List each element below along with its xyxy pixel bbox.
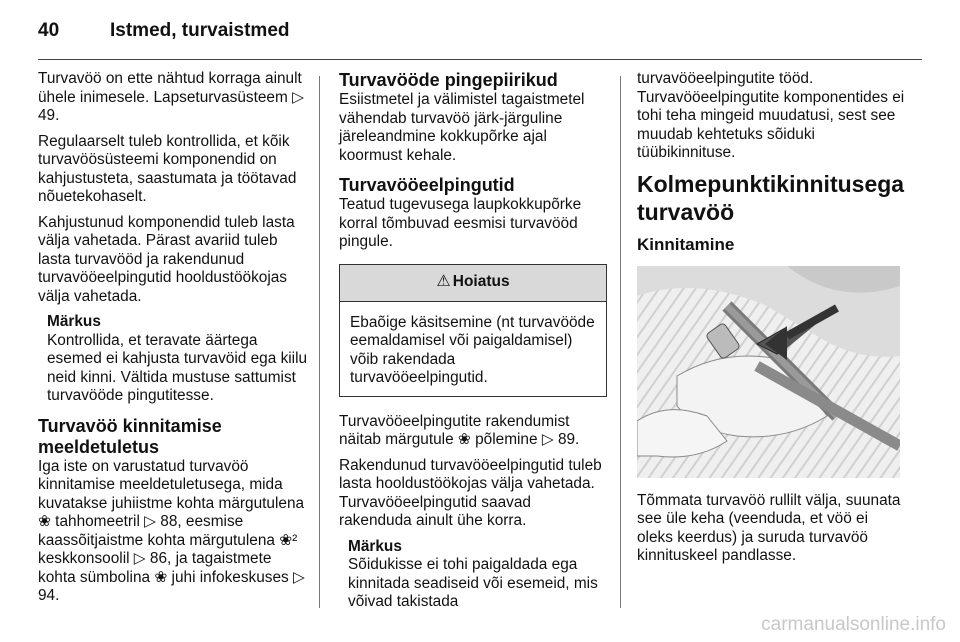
paragraph-fastening: Tõmmata turvavöö rullilt välja, suunata see üle keha (veenduda, et vöö ei oleks keerdus) ja suruda turvavöö kinnituskeel pandlasse. xyxy=(637,491,901,564)
paragraph-load-limiters: Esiistmetel ja välimistel tagaistmetel vähendab turvavöö järk-järguline järeleandmine kokkupõrke ajal koormust kehale. xyxy=(339,91,585,164)
warning-text: Ebaõige käsitsemine (nt turvavööde eemaldamisel või paigaldamisel) võib rakendada turvavööeelpingutid. xyxy=(350,313,595,386)
page-title: Istmed, turvaistmed xyxy=(110,20,290,41)
column-divider-2 xyxy=(620,76,621,608)
paragraph-regular-check: Regulaarselt tuleb kontrollida, et kõik turvavöösüsteemi komponendid on kahjustusteta, saastumata ja töötavad nõuetekohaselt. xyxy=(38,132,297,205)
page-header xyxy=(38,20,922,60)
warning-title: Hoiatus xyxy=(452,273,510,291)
note-sharp-edges xyxy=(47,313,308,406)
seatbelt-fastening-illustration xyxy=(637,266,900,478)
heading-load-limiters: Turvavööde pingepiirikud xyxy=(339,70,558,90)
paragraph-single-person: Turvavöö on ette nähtud korraga ainult ühele inimesele. Lapseturvasüsteem ▷ 49. xyxy=(38,70,304,124)
paragraph-replace-components: Kahjustunud komponendid tuleb lasta välja vahetada. Pärast avariid tuleb lasta turvavööd ja rakendunud turvavööeelpingutid hooldustöökojas välja vahetada. xyxy=(38,213,295,305)
warning-box xyxy=(339,264,607,397)
column-2 xyxy=(339,70,607,619)
paragraph-reminder: Iga iste on varustatud turvavöö kinnitamise meeldetuletusega, mida kuvatakse juhiistme kohta märgutulena ❀ tahhomeetril ▷ 88, eesmise kaassõitjaistme kohta märgutulena ❀² keskkonsoolil ▷ 86, ja tagaistmete kohta sümbolina ❀ juhi infokeskuses ▷ 94. xyxy=(38,457,305,604)
warning-header xyxy=(340,265,606,302)
column-3 xyxy=(637,70,907,573)
heading-pretensioners: Turvavööeelpingutid xyxy=(339,175,515,195)
paragraph-continued: turvavööeelpingutite tööd. Turvavööeelpingutite komponentides ei tohi teha mingeid muudatusi, sest see muudab kehtetuks sõiduki tüübikinnituse. xyxy=(637,70,905,161)
paragraph-replace-pretensioners: Rakendunud turvavööeelpingutid tuleb lasta hooldustöökojas välja vahetada. Turvavööeelpingutid saavad rakenduda ainult ühe korra. xyxy=(339,456,602,529)
watermark-text: carmanualsonline.info xyxy=(761,614,946,635)
note-no-accessories xyxy=(348,538,607,612)
paragraph-indicator: Turvavööeelpingutite rakendumist näitab märgutule ❀ põlemine ▷ 89. xyxy=(339,412,580,448)
note-title: Märkus xyxy=(47,313,101,330)
header-divider xyxy=(38,59,922,60)
heading-seatbelt-reminder: Turvavöö kinnitamise meeldetuletus xyxy=(38,415,222,457)
warning-triangle-icon: ⚠ xyxy=(436,273,451,291)
paragraph-pretensioners: Teatud tugevusega laupkokkupõrke korral tõmbuvad eesmisi turvavööd pingule. xyxy=(339,196,582,250)
heading-three-point-belt: Kolmepunktikinnitusega turvavöö xyxy=(637,170,905,225)
note-title: Märkus xyxy=(348,537,402,555)
page-number: 40 xyxy=(38,20,60,41)
heading-fastening: Kinnitamine xyxy=(637,234,735,254)
note-text: Kontrollida, et teravate äärtega esemed ei kahjusta turvavöid ega kiilu neid kinni. Vältida mustuse sattumist turvavööde pingutitesse. xyxy=(47,331,308,404)
column-1 xyxy=(38,70,308,613)
note-text: Sõidukisse ei tohi paigaldada ega kinnitada seadiseid või esemeid, mis võivad takistada xyxy=(348,556,598,610)
column-divider-1 xyxy=(319,76,320,608)
